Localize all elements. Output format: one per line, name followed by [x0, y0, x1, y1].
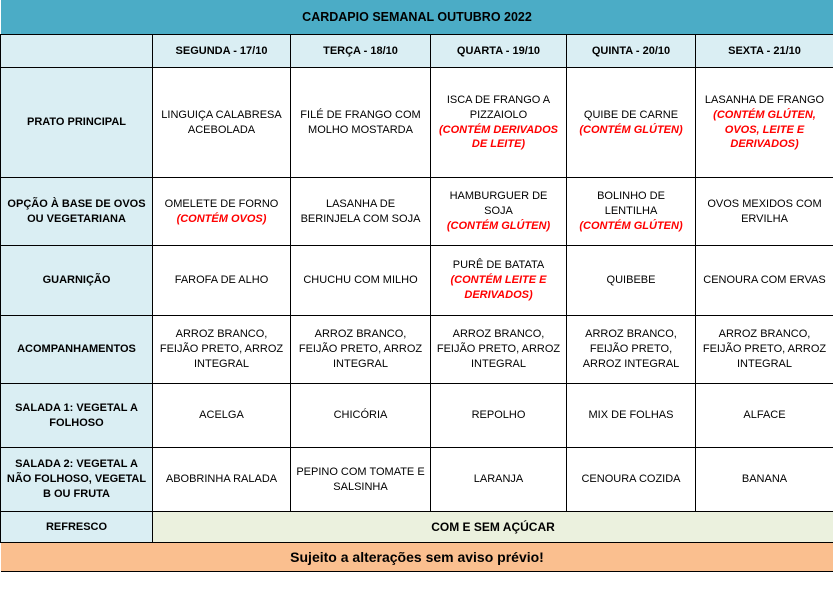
menu-cell [431, 68, 567, 178]
day-header-quinta: QUINTA - 20/10 [567, 35, 696, 68]
menu-cell [291, 68, 431, 178]
allergen-note: (CONTÉM GLÚTEN, OVOS, LEITE E DERIVADOS) [713, 108, 816, 151]
row-label-guarnicao: GUARNIÇÃO [1, 246, 153, 316]
menu-cell [291, 178, 431, 246]
corner-cell [1, 35, 153, 68]
menu-cell [153, 68, 291, 178]
dish-text: CENOURA COZIDA [581, 473, 681, 486]
menu-cell [291, 448, 431, 512]
menu-cell [291, 316, 431, 384]
row-guarnicao [1, 246, 833, 316]
menu-cell [696, 246, 833, 316]
dish-text: ARROZ BRANCO, FEIJÃO PRETO, ARROZ INTEGRAL [702, 328, 827, 370]
dish-text: FAROFA DE ALHO [174, 274, 269, 287]
dish-text: BOLINHO DE LENTILHA [597, 190, 665, 218]
dish-text: QUIBEBE [606, 274, 656, 287]
menu-cell [291, 246, 431, 316]
row-acompanhamentos [1, 316, 833, 384]
dish-text: ACELGA [199, 409, 244, 422]
row-opcao-vegetariana [1, 178, 833, 246]
row-label-salada-1: SALADA 1: VEGETAL A FOLHOSO [1, 384, 153, 448]
menu-cell [696, 68, 833, 178]
row-label-acompanhamentos: ACOMPANHAMENTOS [1, 316, 153, 384]
dish-text: LASANHA DE FRANGO [704, 93, 825, 106]
menu-cell [567, 246, 696, 316]
menu-cell [567, 178, 696, 246]
row-salada-1 [1, 384, 833, 448]
dish-text: LARANJA [473, 473, 524, 486]
dish-text: CHICÓRIA [333, 409, 388, 422]
day-header-segunda: SEGUNDA - 17/10 [153, 35, 291, 68]
allergen-note: (CONTÉM GLÚTEN) [579, 123, 683, 136]
dish-text: ISCA DE FRANGO A PIZZAIOLO [446, 93, 551, 121]
row-label-refresco: REFRESCO [1, 512, 153, 543]
dish-text: CENOURA COM ERVAS [703, 274, 826, 287]
dish-text: BANANA [741, 473, 788, 486]
menu-cell [567, 448, 696, 512]
menu-cell [567, 384, 696, 448]
menu-cell [291, 384, 431, 448]
dish-text: HAMBURGUER DE SOJA [449, 190, 548, 218]
menu-cell [696, 384, 833, 448]
row-prato-principal [1, 68, 833, 178]
menu-cell [153, 384, 291, 448]
dish-text: PURÊ DE BATATA [452, 259, 545, 272]
dish-text: OMELETE DE FORNO [164, 197, 279, 210]
footer-notice: Sujeito a alterações sem aviso prévio! [1, 543, 833, 572]
allergen-note: (CONTÉM GLÚTEN) [446, 219, 551, 232]
day-header-quarta: QUARTA - 19/10 [431, 35, 567, 68]
allergen-note: (CONTÉM DERIVADOS DE LEITE) [439, 123, 558, 151]
row-label-opcao-vegetariana: OPÇÃO À BASE DE OVOS OU VEGETARIANA [1, 178, 153, 246]
dish-text: REPOLHO [471, 409, 526, 422]
title-row [1, 0, 833, 35]
dish-text: MIX DE FOLHAS [588, 409, 674, 422]
refresco-value: COM E SEM AÇÚCAR [153, 512, 833, 543]
menu-cell [696, 178, 833, 246]
menu-cell [696, 448, 833, 512]
menu-cell [153, 316, 291, 384]
allergen-note: (CONTÉM OVOS) [176, 212, 267, 225]
dish-text: ARROZ BRANCO, FEIJÃO PRETO, ARROZ INTEGRAL [159, 328, 284, 370]
dish-text: ALFACE [743, 409, 786, 422]
page-title: CARDAPIO SEMANAL OUTUBRO 2022 [1, 0, 833, 35]
row-label-prato-principal: PRATO PRINCIPAL [1, 68, 153, 178]
day-header-row [1, 35, 833, 68]
dish-text: CHUCHU COM MILHO [303, 274, 418, 287]
menu-cell [431, 384, 567, 448]
row-refresco [1, 512, 833, 543]
footer-row [1, 543, 833, 572]
menu-cell [153, 246, 291, 316]
menu-cell [696, 316, 833, 384]
day-header-terca: TERÇA - 18/10 [291, 35, 431, 68]
menu-cell [431, 178, 567, 246]
dish-text: PEPINO COM TOMATE E SALSINHA [296, 465, 425, 493]
row-salada-2 [1, 448, 833, 512]
allergen-note: (CONTÉM GLÚTEN) [579, 219, 683, 232]
dish-text: ABOBRINHA RALADA [165, 473, 278, 486]
menu-cell [431, 316, 567, 384]
dish-text: OVOS MEXIDOS COM ERVILHA [707, 197, 822, 225]
menu-cell [431, 246, 567, 316]
menu-cell [431, 448, 567, 512]
menu-cell [153, 178, 291, 246]
dish-text: ARROZ BRANCO, FEIJÃO PRETO, ARROZ INTEGRAL [436, 328, 561, 370]
menu-cell [567, 68, 696, 178]
dish-text: ARROZ BRANCO, FEIJÃO PRETO, ARROZ INTEGRAL [582, 328, 680, 370]
dish-text: FILÉ DE FRANGO COM MOLHO MOSTARDA [300, 108, 421, 136]
menu-cell [567, 316, 696, 384]
dish-text: LASANHA DE BERINJELA COM SOJA [300, 197, 421, 225]
allergen-note: (CONTÉM LEITE E DERIVADOS) [450, 274, 547, 301]
dish-text: ARROZ BRANCO, FEIJÃO PRETO, ARROZ INTEGRAL [298, 328, 423, 370]
day-header-sexta: SEXTA - 21/10 [696, 35, 833, 68]
dish-text: LINGUIÇA CALABRESA ACEBOLADA [161, 108, 282, 136]
dish-text: QUIBE DE CARNE [583, 108, 679, 121]
menu-cell [153, 448, 291, 512]
row-label-salada-2: SALADA 2: VEGETAL A NÃO FOLHOSO, VEGETAL B OU FRUTA [1, 448, 153, 512]
